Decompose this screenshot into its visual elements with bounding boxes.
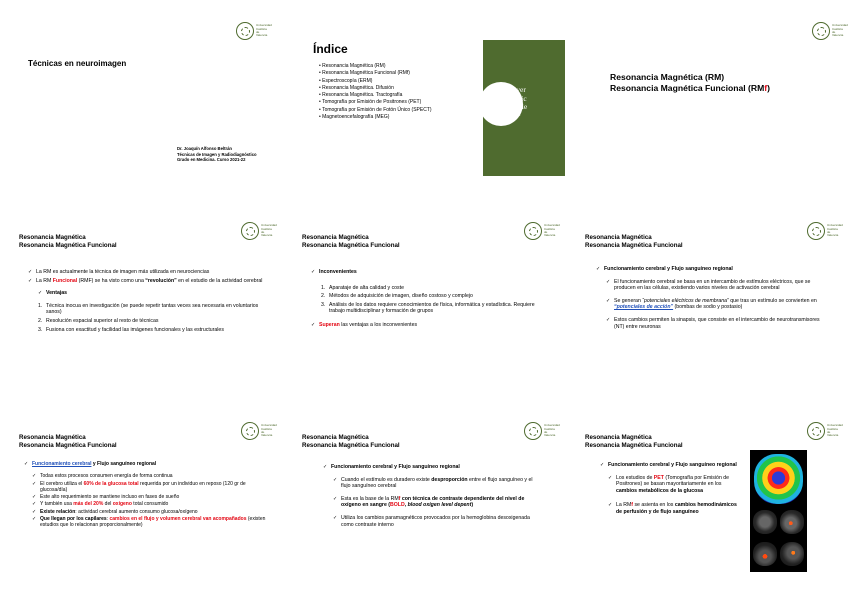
slide-3-section[interactable]: [566, 0, 848, 199]
check-icon: ✓: [333, 495, 338, 502]
slide-heading: Resonancia Magnética Resonancia Magnética Funcional: [585, 434, 683, 449]
check-icon: ✓: [24, 461, 29, 467]
fmri-slice-image: [780, 510, 804, 534]
content-list: ✓ Funcionamiento cerebral y Flujo sanguíneo regional ✓ Cuando el estímulo es duradero existe desproporción entre el flujo sanguíneo y el flujo sanguíneo cerebral ✓ Esta es la base de la RMf con técnica de contraste dependiente del nivel de oxígeno en sangre (BOLD, blood oxigen level depent) ✓ Utiliza los cambios paramagnéticos provocados por la hemoglobina desoxigenada como contraste interno: [323, 464, 533, 528]
university-logo: [807, 222, 841, 240]
course-name: Grado en Medicina. Curso 2021-22: [177, 157, 246, 163]
index-item[interactable]: • Resonancia Magnética. Difusión: [319, 84, 394, 91]
content-list: ✓ Funcionamiento cerebral y Flujo sanguíneo regional ✓ Todas estos procesos consumen energía de forma continua ✓ El cerebro utiliza el 60% de la glucosa total requerida por un individuo en reposo (120 gr de glucosa/día) ✓ Este alto requerimiento se mantiene incluso en fases de sueño ✓ Y también usa más del 20% del oxígeno total consumido ✓ Existe relación: actividad cerebral aumento consumo glucosa/oxígeno ✓ Que llegan por los capilares: cambios en el flujo y volumen cerebral van acompañados (existen estudios que lo relacionan proporcionalmente): [24, 461, 266, 529]
slide-6-brain-function[interactable]: [566, 200, 848, 399]
content-list: ✓ La RM es actualmente la técnica de imagen más utilizada en neurociencias ✓ La RM Funcional (RMF) se ha visto como una “revolución” en el estudio de la actividad cerebral ✓ Ventajas 1. Técnica inocua en investigación (se puede repetir tantas veces sea necesaria en voluntarios sanos) 2. Resolución espacial superior al resto de técnicas 3. Fusiona con exactitud y facilidad las imágenes funcionales y las estructurales: [28, 269, 263, 333]
check-icon: ✓: [38, 290, 43, 297]
logo-wordmark: Universidad Católica de Valencia: [544, 423, 560, 438]
check-icon: ✓: [32, 501, 37, 508]
content-list: ✓ Funcionamiento cerebral y Flujo sanguíneo regional ✓ El funcionamiento cerebral se basa en un intercambio de estímulos eléctricos, que se producen en las células, existiendo varios niveles de activación cerebral ✓ Se generan “potenciales eléctricos de membrana” que tras un estímulo se convierten en “potenciales de acción” (bombas de sodio y postasio) ✓ Estos cambios permiten la sinapsis, que consiste en el intercambio de neurotransmisores (NT) entre neuronas: [596, 266, 820, 330]
slide-heading: Resonancia Magnética Resonancia Magnética Funcional: [19, 234, 117, 249]
university-logo: [524, 222, 558, 240]
university-logo: [812, 22, 846, 40]
section-title: Resonancia Magnética (RM) Resonancia Magnética Funcional (RMf): [610, 72, 770, 93]
logo-wordmark: Universidad Católica de Valencia: [256, 23, 272, 38]
subject-name: Técnicas de Imagen y Radiodiagnóstico: [177, 151, 257, 157]
big-logo-wordmark: Univer Católic de Vale San Vic: [505, 85, 528, 118]
check-icon: ✓: [606, 278, 611, 285]
index-item[interactable]: • Tomografía por Emisión de Positrones (PET): [319, 99, 422, 106]
university-seal-icon: [807, 422, 825, 440]
university-seal-icon: [236, 22, 254, 40]
pet-brain-image: [754, 454, 803, 504]
check-icon: ✓: [311, 321, 316, 328]
check-icon: ✓: [32, 516, 37, 523]
index-item[interactable]: • Magnetoencefalografía (MEG): [319, 114, 390, 121]
slide-heading: Resonancia Magnética Resonancia Magnética Funcional: [302, 434, 400, 449]
university-logo: [807, 422, 841, 440]
content-list: ✓ Inconvenientes 1. Aparataje de alta calidad y coste 2. Métodos de adquisición de imagen, diseño costoso y complejo 3. Análisis de los datos requiere conocimientos de física, informática y estadística. Requiere trabajo multidisciplinar y formación de grupos ✓ Superan las ventajas a los inconvenientes: [311, 269, 535, 328]
slide-heading: Resonancia Magnética Resonancia Magnética Funcional: [19, 434, 117, 449]
logo-wordmark: Universidad Católica de Valencia: [827, 423, 843, 438]
check-icon: ✓: [608, 474, 613, 481]
index-item[interactable]: • Resonancia Magnética Funcional (RMf): [319, 70, 410, 77]
check-icon: ✓: [606, 297, 611, 304]
check-icon: ✓: [32, 480, 37, 487]
author-name: Dr. Joaquín Alfonso Beltrán: [177, 146, 232, 151]
brain-function-link[interactable]: Funcionamiento cerebral: [32, 461, 92, 467]
check-icon: ✓: [28, 269, 33, 275]
university-seal-icon: [812, 22, 830, 40]
logo-wordmark: Universidad Católica de Valencia: [544, 223, 560, 238]
slide-1-title[interactable]: [0, 0, 282, 199]
mri-slice-image: [753, 510, 777, 534]
author-block: [177, 146, 257, 163]
logo-wordmark: Universidad Católica de Valencia: [832, 23, 848, 38]
check-icon: ✓: [600, 462, 605, 468]
brain-scan-panel: [750, 450, 807, 572]
university-seal-icon: [241, 422, 259, 440]
check-icon: ✓: [596, 266, 601, 272]
check-icon: ✓: [606, 316, 611, 323]
green-sidebar-panel: [483, 40, 565, 176]
slide-heading: Resonancia Magnética Resonancia Magnética Funcional: [585, 234, 683, 249]
slide-9-pet[interactable]: [566, 400, 848, 599]
logo-wordmark: Universidad Católica de Valencia: [261, 223, 277, 238]
university-logo: [241, 222, 275, 240]
check-icon: ✓: [323, 464, 328, 470]
check-icon: ✓: [333, 514, 338, 521]
slide-5-drawbacks[interactable]: [283, 200, 565, 399]
check-icon: ✓: [28, 277, 33, 284]
index-heading: Índice: [313, 42, 348, 56]
university-logo: [241, 422, 275, 440]
university-seal-icon: [241, 222, 259, 240]
fmri-slice-image: [780, 542, 804, 566]
index-item[interactable]: • Espectroscopía (ERM): [319, 77, 373, 84]
check-icon: ✓: [311, 269, 316, 275]
check-icon: ✓: [32, 473, 37, 480]
index-list: [319, 63, 432, 121]
university-logo: [524, 422, 558, 440]
check-icon: ✓: [608, 502, 613, 509]
check-icon: ✓: [32, 494, 37, 501]
university-seal-icon: [524, 222, 542, 240]
university-logo: [236, 22, 270, 40]
action-potential-link[interactable]: “potenciales de acción”: [614, 304, 674, 311]
check-icon: ✓: [32, 508, 37, 515]
slide-4-advantages[interactable]: [0, 200, 282, 399]
slide-7-glucose[interactable]: [0, 400, 282, 599]
index-item[interactable]: • Resonancia Magnética. Tractografía: [319, 92, 403, 99]
slide-8-bold[interactable]: [283, 400, 565, 599]
logo-wordmark: Universidad Católica de Valencia: [261, 423, 277, 438]
presentation-title: Técnicas en neuroimagen: [28, 59, 127, 68]
index-item[interactable]: • Tomografía por Emisión de Fotón Único (SPECT): [319, 106, 432, 113]
slide-heading: Resonancia Magnética Resonancia Magnética Funcional: [302, 234, 400, 249]
university-seal-icon: [807, 222, 825, 240]
index-item[interactable]: • Resonancia Magnética (RM): [319, 63, 386, 69]
slide-2-index[interactable]: [283, 0, 565, 199]
content-list: ✓ Funcionamiento cerebral y Flujo sanguíneo regional ✓ Los estudios de PET (Tomografía por Emisión de Positrones) se basan mayoritariamente en los cambios metabólicos de la glucosa ✓ La RMf se asienta en los cambios hemodinámicos de perfusión y de flujo sanguíneo: [600, 462, 737, 515]
check-icon: ✓: [333, 476, 338, 483]
university-seal-icon: [524, 422, 542, 440]
fmri-slice-image: [753, 542, 777, 566]
logo-wordmark: Universidad Católica de Valencia: [827, 223, 843, 238]
